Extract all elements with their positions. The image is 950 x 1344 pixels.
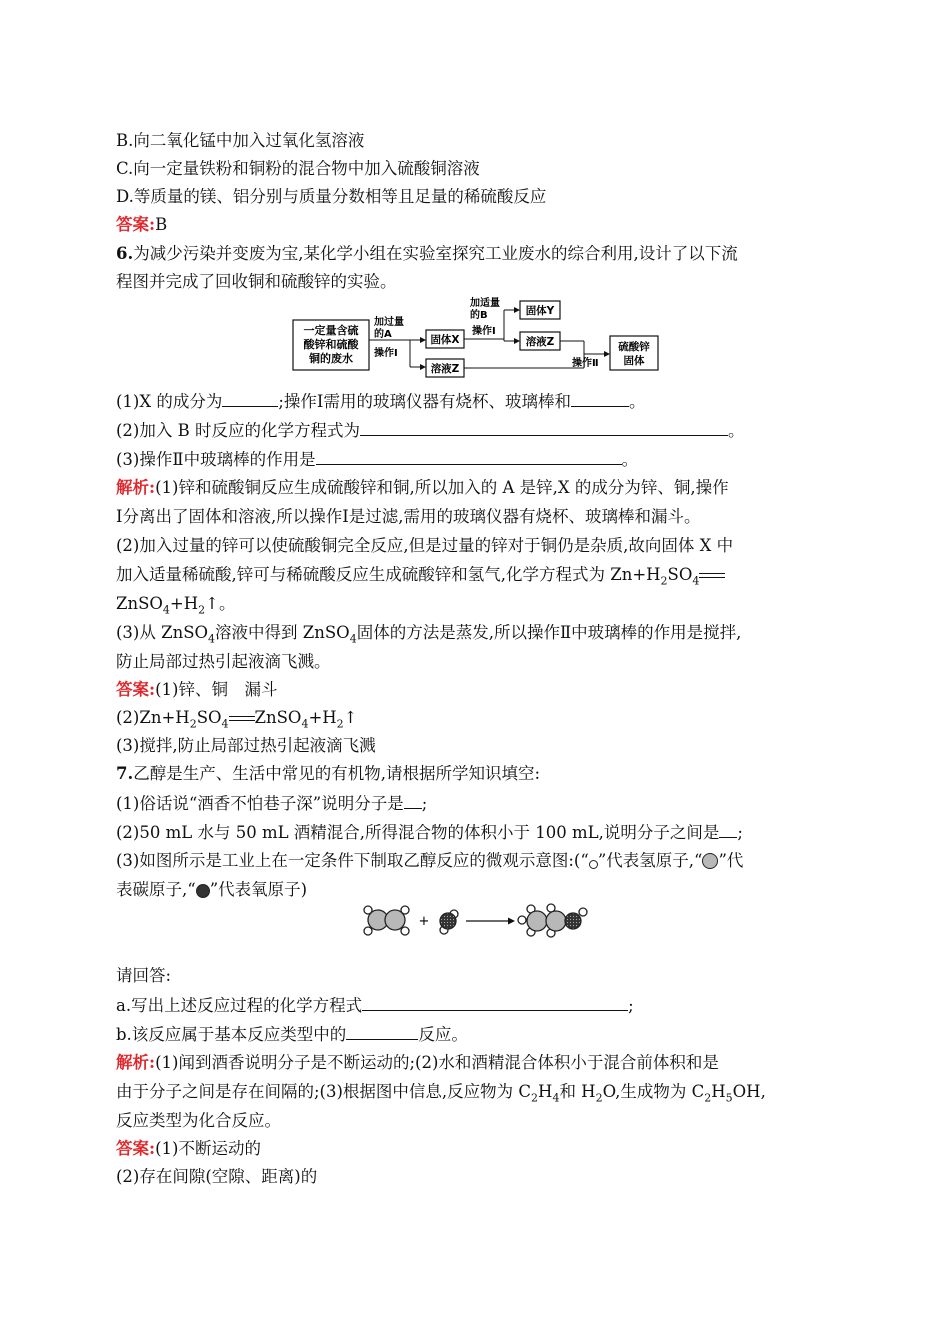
subscript: 2 [198, 603, 206, 617]
product-line-2: 固体 [623, 355, 645, 367]
question-text: 为减少污染并变废为宝,某化学小组在实验室探究工业废水的综合利用,设计了以下流 [133, 244, 738, 263]
blank-moving[interactable] [404, 792, 422, 809]
solid-x-label: 固体X [430, 334, 460, 346]
analysis-text: (3)从 ZnSO [116, 623, 209, 642]
formula-part: ↑。 [205, 594, 236, 613]
analysis-text: 和 H [559, 1082, 596, 1101]
analysis-7-line-2 [116, 1081, 836, 1103]
add-a-line-2: 的A [374, 329, 392, 340]
analysis-7-line-1 [116, 1052, 836, 1074]
q6-p2-end: 。 [728, 421, 745, 440]
plus-sign: + [418, 914, 430, 929]
formula-part: (2)Zn+H [116, 708, 190, 727]
q6-p2-text: (2)加入 B 时反应的化学方程式为 [116, 421, 360, 440]
question-7-line-1 [116, 763, 836, 785]
question-text: ”代表氧原子) [209, 880, 308, 899]
question-7-part-1 [116, 792, 836, 815]
analysis-6-line-7: 防止局部过热引起液滴飞溅。 [116, 652, 331, 671]
analysis-6-line-3: (2)加入过量的锌可以使硫酸铜完全反应,但是过量的锌对于铜仍是杂质,故向固体 X 中 [116, 536, 734, 555]
question-7-ask: 请回答: [116, 966, 172, 985]
subscript: 4 [552, 1091, 560, 1105]
blank-equation[interactable] [360, 419, 728, 436]
analysis-text: 固体的方法是蒸发,所以操作Ⅱ中玻璃棒的作用是搅拌, [356, 623, 742, 642]
question-6-line-2: 程图并完成了回收铜和硫酸锌的实验。 [116, 272, 397, 291]
subscript: 2 [704, 1091, 712, 1105]
answer-5 [116, 214, 836, 236]
q6-p1-end: 。 [628, 392, 646, 411]
subscript: 4 [301, 717, 309, 731]
hydrogen-atom-icon [589, 860, 598, 869]
question-text: ”代表氢原子,“ [597, 851, 703, 870]
question-text: 表碳原子,“ [116, 880, 196, 899]
answer-6-line-2 [116, 707, 836, 729]
answer-6-line-3: (3)搅拌,防止局部过热引起液滴飞溅 [116, 736, 376, 755]
solution-z-label-2: 溶液Z [525, 336, 555, 348]
equals-sign [699, 571, 725, 581]
reaction-diagram [362, 900, 594, 942]
formula-part: ↑ [343, 708, 358, 727]
answer-value: B [155, 215, 168, 234]
equals-sign [229, 714, 255, 724]
answer-label: 答案: [116, 215, 156, 234]
subscript: 4 [692, 574, 700, 588]
question-7-part-3b [116, 879, 836, 901]
question-text: b.该反应属于基本反应类型中的 [116, 1025, 347, 1044]
add-a-line-1: 加过量 [374, 317, 404, 328]
oxygen-atom-icon [196, 884, 210, 898]
solution-z-label-1: 溶液Z [430, 363, 460, 375]
question-7-part-3 [116, 850, 836, 872]
question-text: (1)俗话说“酒香不怕巷子深”说明分子是 [116, 794, 404, 813]
analysis-6-line-6 [116, 622, 836, 644]
question-7-a [116, 994, 836, 1017]
analysis-6-line-1 [116, 477, 836, 499]
blank-gap[interactable] [719, 821, 737, 838]
analysis-text: O,生成物为 C [602, 1082, 705, 1101]
question-number: 6. [116, 244, 134, 263]
question-6-part-1 [116, 390, 836, 413]
answer-text: (1)不断运动的 [155, 1139, 261, 1158]
analysis-text: (1)闻到酒香说明分子是不断运动的;(2)水和酒精混合体积小于混合前体积和是 [155, 1053, 719, 1072]
blank-rod-role[interactable] [316, 448, 622, 465]
analysis-6-line-4 [116, 564, 836, 586]
ethanol-molecule [518, 904, 587, 937]
answer-text: (1)锌、铜 漏斗 [155, 680, 278, 699]
operation-1-label: 操作Ⅰ [374, 348, 398, 359]
formula-part: SO [667, 565, 693, 584]
formula-part: ZnSO [116, 594, 163, 613]
subscript: 2 [660, 574, 668, 588]
formula-part: H [538, 1082, 553, 1101]
reaction-arrow [466, 918, 515, 925]
solid-y-label: 固体Y [525, 305, 555, 317]
option-d: D.等质量的镁、铝分别与质量分数相等且足量的稀硫酸反应 [116, 187, 547, 206]
subscript: 4 [208, 632, 216, 646]
question-7-part-2 [116, 821, 836, 844]
answer-6-line-1 [116, 679, 836, 701]
question-6-part-2 [116, 419, 836, 442]
formula-part: +H [308, 708, 337, 727]
analysis-text: (1)锌和硫酸铜反应生成硫酸锌和铜,所以加入的 A 是锌,X 的成分为锌、铜,操作 [155, 478, 729, 497]
formula-part: SO [196, 708, 222, 727]
flow-chart [292, 296, 664, 380]
question-text: a.写出上述反应过程的化学方程式 [116, 996, 363, 1015]
question-text: ”代 [718, 851, 744, 870]
answer-7-line-2: (2)存在间隙(空隙、距离)的 [116, 1167, 318, 1186]
subscript: 2 [595, 1091, 603, 1105]
analysis-label: 解析: [116, 1053, 156, 1072]
analysis-text: 溶液中得到 ZnSO [215, 623, 350, 642]
subscript: 5 [725, 1091, 733, 1105]
formula-part: H [711, 1082, 726, 1101]
analysis-6-line-5 [116, 593, 836, 615]
question-text: 乙醇是生产、生活中常见的有机物,请根据所学知识填空: [133, 764, 541, 783]
question-text: (3)如图所示是工业上在一定条件下制取乙醇反应的微观示意图:(“ [116, 851, 589, 870]
subscript: 2 [189, 717, 197, 731]
operation-2-label: 操作Ⅱ [572, 358, 599, 369]
subscript: 4 [349, 632, 357, 646]
waste-line-1: 一定量含硫 [303, 324, 359, 337]
analysis-7-line-3: 反应类型为化合反应。 [116, 1111, 281, 1130]
add-b-line-1: 加适量 [470, 298, 500, 309]
q6-p3-end: 。 [621, 450, 639, 469]
blank-glassware[interactable] [571, 390, 629, 407]
q6-p3-text: (3)操作Ⅱ中玻璃棒的作用是 [116, 450, 316, 469]
add-b-line-2: 的B [470, 310, 488, 321]
blank-reaction-equation[interactable] [362, 994, 628, 1011]
question-7-b [116, 1023, 836, 1046]
option-b: B.向二氧化锰中加入过氧化氢溶液 [116, 131, 365, 150]
analysis-6-line-2: Ⅰ分离出了固体和溶液,所以操作Ⅰ是过滤,需用的玻璃仪器有烧杯、玻璃棒和漏斗。 [116, 507, 701, 526]
product-line-1: 硫酸锌 [618, 341, 650, 353]
blank-reaction-type[interactable] [346, 1023, 418, 1040]
analysis-label: 解析: [116, 478, 156, 497]
question-text: ; [628, 996, 634, 1015]
subscript: 4 [221, 717, 229, 731]
question-text: ; [737, 823, 743, 842]
formula-part: OH, [732, 1082, 766, 1101]
waste-line-2: 酸锌和硫酸 [303, 338, 359, 351]
question-number: 7. [116, 764, 134, 783]
ethylene-molecule [364, 906, 409, 935]
answer-7-line-1 [116, 1138, 836, 1160]
blank-x[interactable] [222, 390, 278, 407]
q6-p1-text: (1)X 的成分为 [116, 392, 223, 411]
waste-line-3: 铜的废水 [309, 352, 353, 365]
question-6-line-1 [116, 243, 836, 265]
question-6-part-3 [116, 448, 836, 471]
answer-label: 答案: [116, 680, 156, 699]
question-text: (2)50 mL 水与 50 mL 酒精混合,所得混合物的体积小于 100 mL,说明分子之间是 [116, 823, 720, 842]
subscript: 2 [531, 1091, 539, 1105]
q6-p1-text-2: ;操作Ⅰ需用的玻璃仪器有烧杯、玻璃棒和 [278, 392, 571, 411]
question-text: ; [421, 794, 428, 813]
subscript: 2 [336, 717, 344, 731]
option-c: C.向一定量铁粉和铜粉的混合物中加入硫酸铜溶液 [116, 159, 480, 178]
operation-1b-label: 操作Ⅰ [472, 326, 496, 337]
analysis-text: 加入适量稀硫酸,锌可与稀硫酸反应生成硫酸锌和氢气,化学方程式为 Zn+H [116, 565, 661, 584]
question-text: 反应。 [418, 1025, 468, 1044]
water-molecule [440, 910, 458, 934]
answer-label: 答案: [116, 1139, 156, 1158]
formula-part: +H [169, 594, 199, 613]
analysis-text: 由于分子之间是存在间隔的;(3)根据图中信息,反应物为 C [116, 1082, 532, 1101]
carbon-atom-icon [702, 853, 718, 869]
subscript: 4 [162, 603, 170, 617]
formula-part: ZnSO [254, 708, 302, 727]
